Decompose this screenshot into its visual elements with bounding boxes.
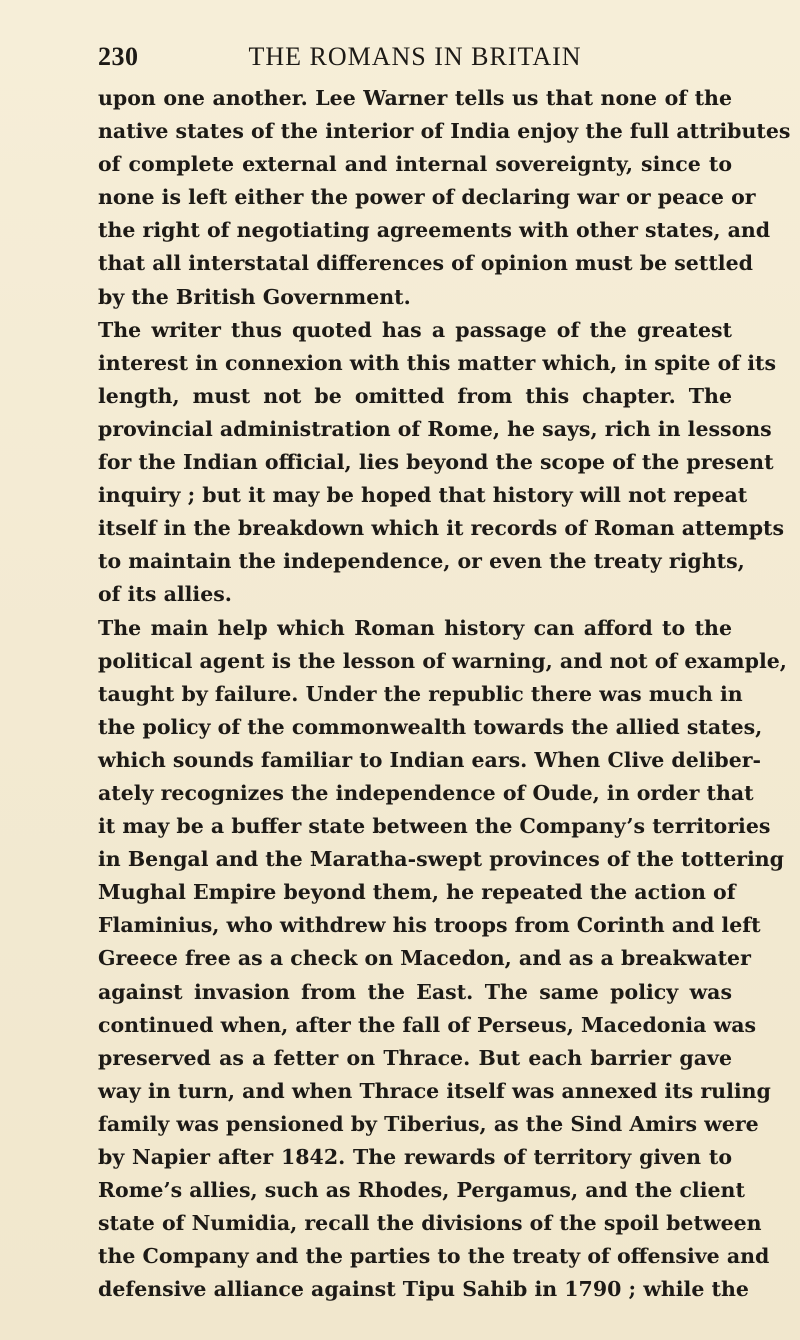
text-line: way in turn, and when Thrace itself was annexed its ruling	[98, 1078, 771, 1103]
text-line: it may be a buffer state between the Company’s territories	[98, 814, 771, 839]
text-line: itself in the breakdown which it records of Roman attempts	[98, 516, 785, 541]
text-line: of its allies.	[98, 582, 232, 607]
text-line: inquiry ; but it may be hoped that history will not repeat	[98, 483, 748, 508]
text-line: taught by failure. Under the republic there was much in	[98, 681, 743, 706]
text-line: interest in connexion with this matter which, in spite of its	[98, 350, 777, 375]
text-line: The writer thus quoted has a passage of the greatest	[98, 317, 732, 342]
text-line: by Napier after 1842. The rewards of territory given to	[98, 1145, 732, 1169]
text-line: none is left either the power of declaring war or peace or	[98, 185, 756, 210]
text-line: the right of negotiating agreements with other states, and	[98, 218, 771, 243]
text-line: to maintain the independence, or even the treaty rights,	[98, 549, 745, 574]
text-line: provincial administration of Rome, he says, rich in lessons	[98, 416, 772, 441]
text-line: state of Numidia, recall the divisions of the spoil between	[98, 1211, 762, 1236]
text-line: length, must not be omitted from this chapter. The	[98, 383, 732, 408]
text-line: that all interstatal differences of opinion must be settled	[98, 251, 753, 276]
body-text	[98, 82, 791, 1306]
text-line: in Bengal and the Maratha-swept provinces of the tottering	[98, 847, 784, 872]
page-number: 230	[98, 42, 139, 71]
text-line: against invasion from the East. The same policy was	[98, 979, 732, 1004]
text-line: of complete external and internal sovereignty, since to	[98, 152, 732, 177]
text-line: Flaminius, who withdrew his troops from Corinth and left	[98, 913, 761, 938]
running-title: THE ROMANS IN BRITAIN	[248, 42, 582, 71]
text-line: continued when, after the fall of Perseus, Macedonia was	[98, 1012, 757, 1037]
text-line: upon one another. Lee Warner tells us that none of the	[98, 86, 732, 110]
running-head	[98, 40, 732, 74]
text-line: Mughal Empire beyond them, he repeated the action of	[98, 880, 736, 905]
text-line: defensive alliance against Tipu Sahib in 1790 ; while the	[98, 1277, 749, 1302]
text-line: The main help which Roman history can afford to the	[98, 615, 732, 640]
text-line: Greece free as a check on Macedon, and as a breakwater	[98, 946, 751, 971]
text-line: the Company and the parties to the treaty of offensive and	[98, 1244, 770, 1269]
text-line: political agent is the lesson of warning, and not of example,	[98, 648, 787, 673]
text-line: the policy of the commonwealth towards the allied states,	[98, 714, 763, 739]
text-line: Rome’s allies, such as Rhodes, Pergamus, and the client	[98, 1178, 745, 1203]
text-line: by the British Government.	[98, 284, 411, 309]
text-line: family was pensioned by Tiberius, as the Sind Amirs were	[98, 1111, 759, 1136]
text-line: for the Indian official, lies beyond the scope of the present	[98, 450, 774, 475]
text-line: which sounds familiar to Indian ears. When Clive deliber-	[98, 747, 762, 772]
text-line: ately recognizes the independence of Oude, in order that	[98, 780, 754, 805]
text-line: native states of the interior of India enjoy the full attributes	[98, 119, 791, 144]
text-line: preserved as a fetter on Thrace. But each barrier gave	[98, 1045, 732, 1070]
